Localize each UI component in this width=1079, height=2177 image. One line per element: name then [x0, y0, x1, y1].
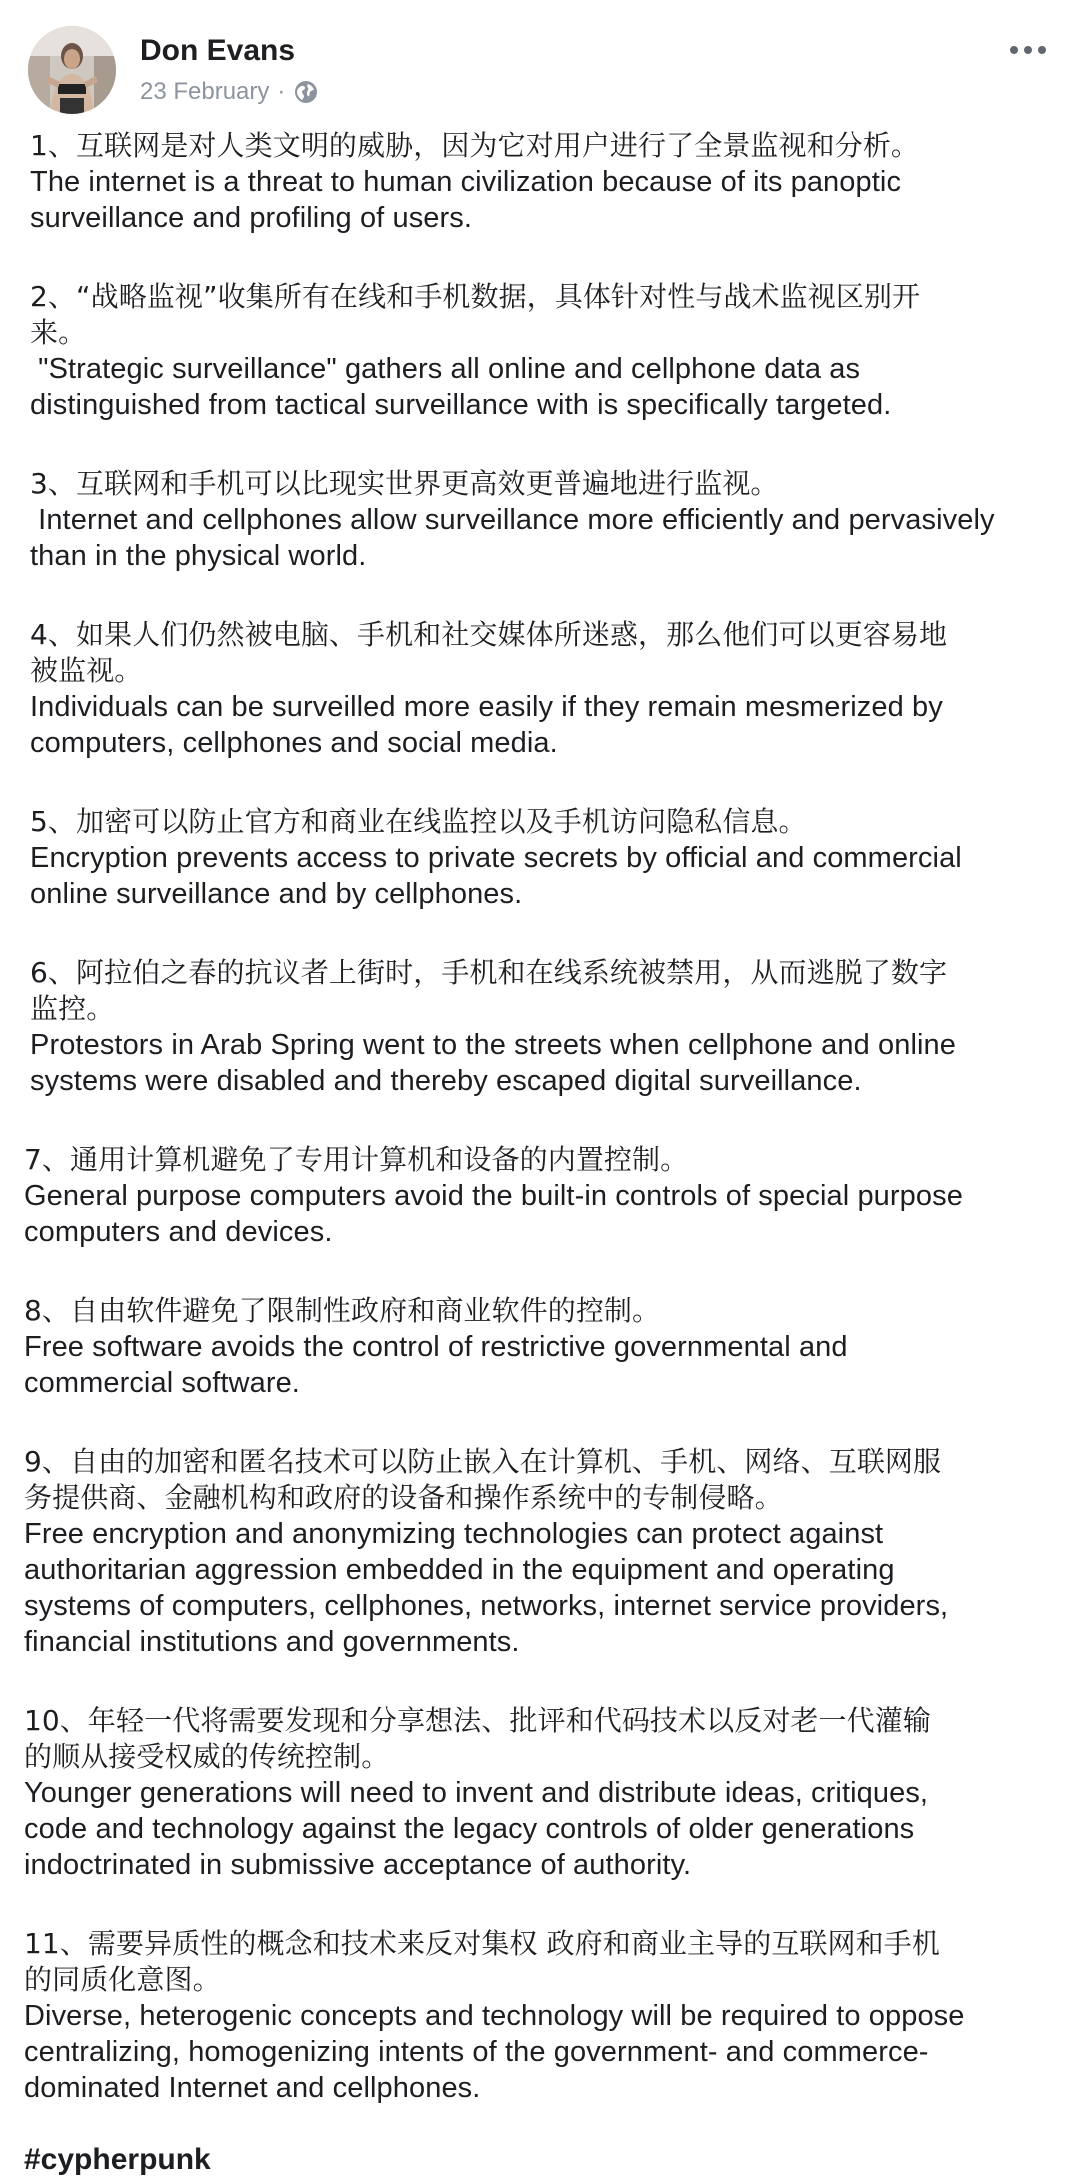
post-date[interactable]: 23 February	[140, 78, 270, 105]
post-paragraph-4	[30, 617, 1060, 761]
post-meta	[140, 78, 319, 106]
paragraph-english: Free encryption and anonymizing technologies can protect against authoritarian aggression embedded in the equipment and operating systems of computers, cellphones, networks, internet service providers, financial institutions and governments.	[24, 1518, 949, 1658]
paragraph-chinese: 3、互联网和手机可以比现实世界更高效更普遍地进行监视。	[30, 467, 779, 500]
avatar-image	[28, 26, 116, 114]
paragraph-english: The internet is a threat to human civilization because of its panoptic surveillance and profiling of users.	[30, 166, 902, 234]
paragraph-chinese: 6、阿拉伯之春的抗议者上街时，手机和在线系统被禁用，从而逃脱了数字 监控。	[30, 956, 948, 1025]
post-paragraph-3	[30, 466, 1060, 574]
post-paragraph-2	[30, 279, 1060, 423]
paragraph-chinese: 2、“战略监视”收集所有在线和手机数据，具体针对性与战术监视区别开 来。	[30, 280, 921, 349]
paragraph-chinese: 8、自由软件避免了限制性政府和商业软件的控制。	[24, 1294, 661, 1327]
post-body	[24, 128, 1060, 2177]
post-paragraph-6	[30, 955, 1060, 1099]
paragraph-chinese: 11、需要异质性的概念和技术来反对集权 政府和商业主导的互联网和手机 的同质化意图。	[24, 1927, 940, 1996]
post-header	[28, 24, 1058, 114]
post-paragraph-9	[24, 1444, 1060, 1660]
globe-icon[interactable]	[293, 79, 319, 105]
meta-separator: ·	[277, 78, 286, 105]
paragraph-chinese: 4、如果人们仍然被电脑、手机和社交媒体所迷惑，那么他们可以更容易地 被监视。	[30, 618, 948, 687]
more-options-icon[interactable]	[1006, 36, 1050, 64]
post-paragraph-8	[24, 1293, 1060, 1401]
paragraph-chinese: 1、互联网是对人类文明的威胁，因为它对用户进行了全景监视和分析。	[30, 129, 920, 162]
post-paragraph-5	[30, 804, 1060, 912]
paragraph-english: Free software avoids the control of restrictive governmental and commercial software.	[24, 1331, 848, 1399]
hashtag-link[interactable]: #cypherpunk	[24, 2143, 211, 2176]
paragraph-english: Younger generations will need to invent and distribute ideas, critiques, code and technology against the legacy controls of older generations indoctrinated in submissive acceptance of authority.	[24, 1777, 929, 1881]
paragraph-english: Encryption prevents access to private secrets by official and commercial online surveillance and by cellphones.	[30, 842, 962, 910]
post-paragraph-11	[24, 1926, 1060, 2106]
paragraph-english: Internet and cellphones allow surveillance more efficiently and pervasively than in the physical world.	[30, 504, 995, 572]
post-paragraph-1	[30, 128, 1060, 236]
paragraph-english: General purpose computers avoid the built-in controls of special purpose computers and devices.	[24, 1180, 963, 1248]
paragraph-chinese: 10、年轻一代将需要发现和分享想法、批评和代码技术以反对老一代灌输 的顺从接受权威的传统控制。	[24, 1704, 931, 1773]
paragraph-english: Individuals can be surveilled more easily if they remain mesmerized by computers, cellphones and social media.	[30, 691, 943, 759]
post-paragraph-7	[24, 1142, 1060, 1250]
author-name[interactable]: Don Evans	[140, 34, 296, 67]
paragraph-chinese: 7、通用计算机避免了专用计算机和设备的内置控制。	[24, 1143, 689, 1176]
paragraph-english: Diverse, heterogenic concepts and technology will be required to oppose centralizing, homogenizing intents of the government- and commerce- dominated Internet and cellphones.	[24, 2000, 965, 2104]
paragraph-chinese: 9、自由的加密和匿名技术可以防止嵌入在计算机、手机、网络、互联网服 务提供商、金融机构和政府的设备和操作系统中的专制侵略。	[24, 1445, 942, 1514]
avatar[interactable]	[28, 26, 116, 114]
paragraph-chinese: 5、加密可以防止官方和商业在线监控以及手机访问隐私信息。	[30, 805, 807, 838]
paragraph-english: "Strategic surveillance" gathers all online and cellphone data as distinguished from tactical surveillance with is specifically targeted.	[30, 353, 892, 421]
paragraph-english: Protestors in Arab Spring went to the streets when cellphone and online systems were disabled and thereby escaped digital surveillance.	[30, 1029, 956, 1097]
post-paragraph-10	[24, 1703, 1060, 1883]
